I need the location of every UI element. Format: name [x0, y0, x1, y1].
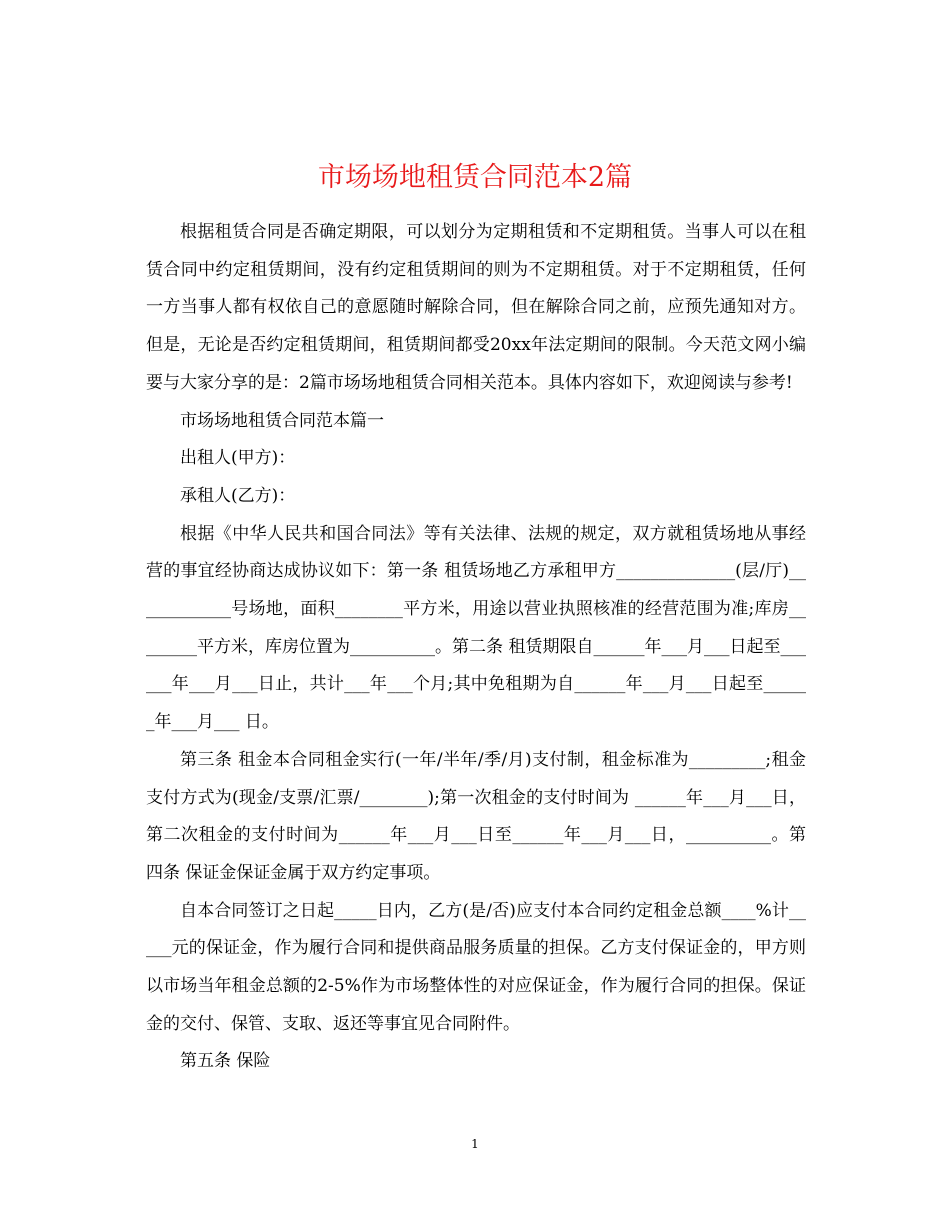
deposit-paragraph: 自本合同签订之日起_____日内，乙方(是/否)应支付本合同约定租金总额____%计_____元的保证金，作为履行合同和提供商品服务质量的担保。乙方支付保证金的，甲方则以市场当年租金总额的2-5%作为市场整体性的对应保证金，作为履行合同的担保。保证金的交付、保管、支取、返还等事宜见合同附件。: [146, 900, 806, 1034]
contract-clause-one-two: 根据《中华人民共和国合同法》等有关法律、法规的规定，双方就租赁场地从事经营的事宜经协商达成协议如下：第一条 租赁场地乙方承租甲方______________(层/厅)____________号场地，面积________平方米，用途以营业执照核准的经营范围为准;库房________平方米，库房位置为__________。第二条 租赁期限自______年___月___日起至______年___月___日止，共计___年___个月;其中免租期为自______年___月___日起至______年___月___ 日。: [146, 523, 806, 733]
document-body: [146, 214, 806, 1081]
page-number: 1: [471, 1137, 479, 1151]
section-heading-part-one: 市场场地租赁合同范本篇一: [180, 410, 384, 431]
contract-clause-three-four: 第三条 租金本合同租金实行(一年/半年/季/月)支付制，租金标准为_________;租金支付方式为(现金/支票/汇票/________);第一次租金的支付时间为 ______年___月___日，第二次租金的支付时间为______年___月___日至______年___月___日，__________。第四条 保证金保证金属于双方约定事项。: [146, 749, 806, 883]
intro-paragraph: 根据租赁合同是否确定期限，可以划分为定期租赁和不定期租赁。当事人可以在租赁合同中约定租赁期间，没有约定租赁期间的则为不定期租赁。对于不定期租赁，任何一方当事人都有权依自己的意愿随时解除合同，但在解除合同之前，应预先通知对方。但是，无论是否约定租赁期间，租赁期间都受20xx年法定期间的限制。今天范文网小编要与大家分享的是：2篇市场场地租赁合同相关范本。具体内容如下，欢迎阅读与参考!: [146, 222, 806, 393]
lessee-line: 承租人(乙方)：: [180, 485, 296, 506]
document-title: 市场场地租赁合同范本2篇: [317, 162, 633, 194]
clause-five-heading: 第五条 保险: [180, 1051, 271, 1072]
lessor-line: 出租人(甲方)：: [180, 448, 296, 469]
